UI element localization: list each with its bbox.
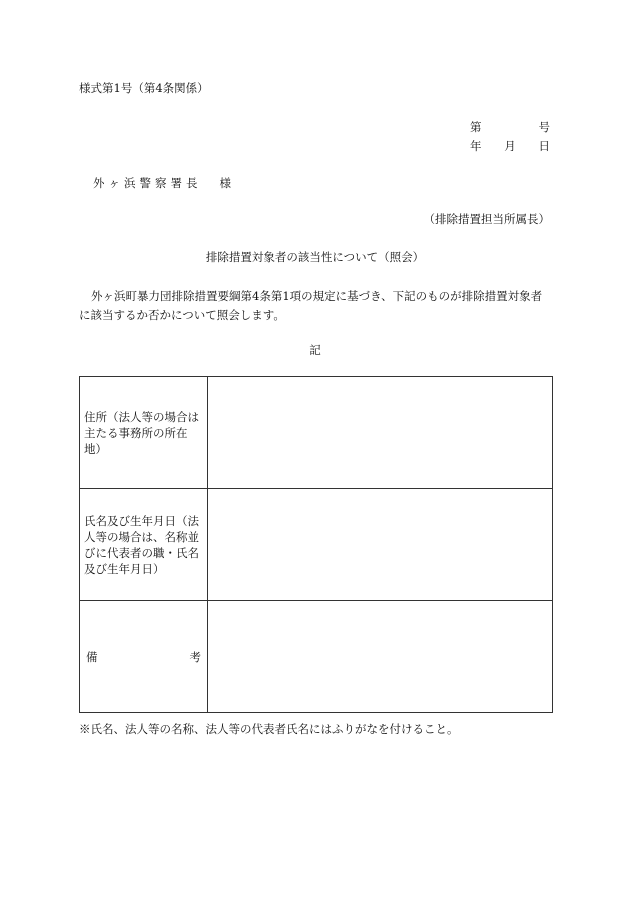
ki-heading: 記 xyxy=(309,343,321,357)
date-month: 月 xyxy=(504,139,516,153)
sender: （排除措置担当所属長） xyxy=(423,212,550,226)
remarks-label xyxy=(80,601,208,713)
document-number xyxy=(470,119,550,135)
document-date xyxy=(470,138,550,154)
remarks-value-cell[interactable] xyxy=(208,601,553,713)
document-title: 排除措置対象者の該当性について（照会） xyxy=(205,250,425,264)
address-label-line: 住所（法人等の場合は xyxy=(84,409,199,424)
name-label-line: 及び生年月日） xyxy=(84,561,165,576)
name-value-cell[interactable] xyxy=(208,489,553,601)
document-number-prefix: 第 xyxy=(470,120,482,134)
name-label-line: 人等の場合は、名称並 xyxy=(84,529,199,544)
address-label-line: 主たる事務所の所在地） xyxy=(84,425,188,456)
remarks-label-left: 備 xyxy=(86,649,98,664)
address-value-cell[interactable] xyxy=(208,377,553,489)
name-label-line: 氏名及び生年月日（法 xyxy=(84,513,199,528)
addressee-name: 外ヶ浜警察署長 xyxy=(93,176,202,190)
date-day: 日 xyxy=(538,139,550,153)
table-row-name xyxy=(80,489,553,601)
remarks-label-right: 考 xyxy=(189,649,201,664)
body-text: 外ヶ浜町暴力団排除措置要綱第4条第1項の規定に基づき、下記のものが排除措置対象者に該当するか否かについて照会します。 xyxy=(79,289,543,322)
table-row-remarks xyxy=(80,601,553,713)
table-row-address xyxy=(80,377,553,489)
footnote: ※氏名、法人等の名称、法人等の代表者氏名にはふりがなを付けること。 xyxy=(79,722,459,736)
document-number-suffix: 号 xyxy=(538,120,550,134)
address-label xyxy=(80,377,208,489)
addressee xyxy=(93,175,235,191)
date-year: 年 xyxy=(470,139,482,153)
form-number: 様式第1号（第4条関係） xyxy=(79,81,209,95)
name-label-line: びに代表者の職・氏名 xyxy=(84,545,199,560)
name-label xyxy=(80,489,208,601)
addressee-honorific: 様 xyxy=(219,176,235,190)
record-table xyxy=(79,376,553,713)
